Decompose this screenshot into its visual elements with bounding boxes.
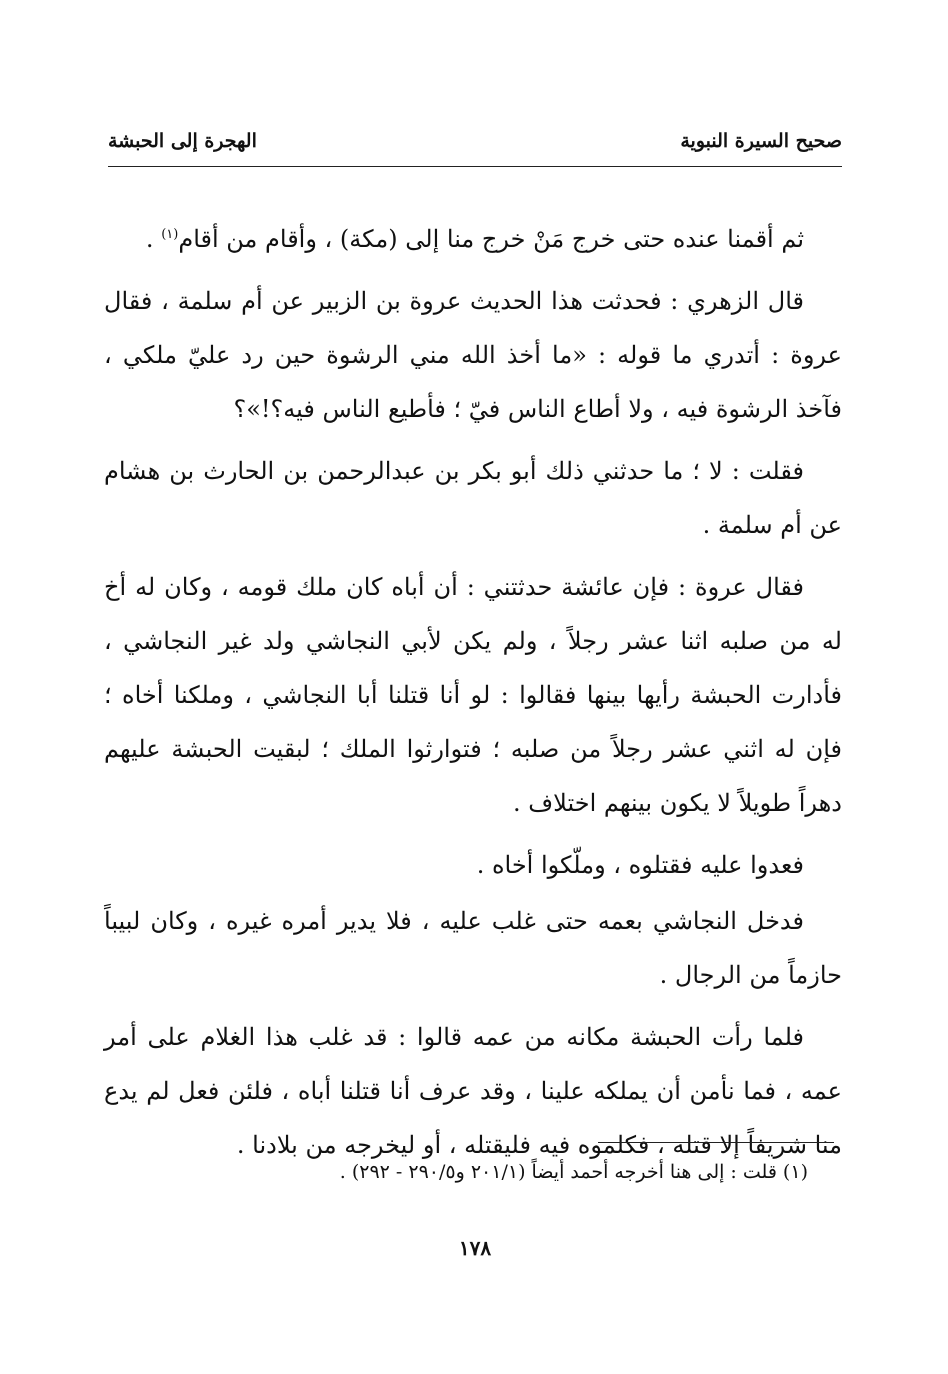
footnote-marker: (١) bbox=[161, 227, 179, 242]
chapter-title: الهجرة إلى الحبشة bbox=[108, 130, 257, 152]
paragraph-6: فدخل النجاشي بعمه حتى غلب عليه ، فلا يدير أمره غيره ، وكان لبيباً حازماً من الرجال . bbox=[104, 907, 842, 989]
body-text bbox=[104, 212, 842, 1180]
paragraph-4: فقال عروة : فإن عائشة حدثتني : أن أباه كان ملك قومه ، وكان له أخ له من صلبه اثنا عشر رجلاً ، ولم يكن لأبي النجاشي ولد غير النجاشي ، فأدارت الحبشة رأيها بينها فقالوا : لو أنا قتلنا أبا النجاشي ، وملكنا أخاه ؛ فإن له اثني عشر رجلاً من صلبه ؛ فتوارثوا الملك ؛ لبقيت الحبشة عليهم دهراً طويلاً لا يكون بينهم اختلاف . bbox=[104, 573, 842, 817]
running-header bbox=[108, 126, 842, 160]
page-number: ١٧٨ bbox=[458, 1236, 492, 1260]
paragraph-5: فعدوا عليه فقتلوه ، وملّكوا أخاه . bbox=[476, 851, 804, 879]
paragraph-3: فقلت : لا ؛ ما حدثني ذلك أبو بكر بن عبدالرحمن بن الحارث بن هشام عن أم سلمة . bbox=[104, 457, 842, 539]
footnote-divider bbox=[598, 1142, 834, 1143]
paragraph-1 bbox=[104, 212, 842, 266]
paragraph-tail: . bbox=[145, 225, 162, 253]
paragraph-text: ثم أقمنا عنده حتى خرج مَنْ خرج منا إلى (مكة) ، وأقام من أقام bbox=[178, 225, 804, 253]
book-title: صحيح السيرة النبوية bbox=[680, 130, 842, 152]
paragraph-7: فلما رأت الحبشة مكانه من عمه قالوا : قد غلب هذا الغلام على أمر عمه ، فما نأمن أن يملكه علينا ، وقد عرف أنا قتلنا أباه ، فلئن فعل لم يدع منا شريفاً إلا قتله ، فكلموه فيه فليقتله ، أو ليخرجه من بلادنا . bbox=[104, 1023, 842, 1159]
header-divider bbox=[108, 166, 842, 167]
paragraph-2: قال الزهري : فحدثت هذا الحديث عروة بن الزبير عن أم سلمة ، فقال عروة : أتدري ما قوله : «ما أخذ الله مني الرشوة حين رد عليّ ملكي ، فآخذ الرشوة فيه ، ولا أطاع الناس فيّ ؛ فأطيع الناس فيه؟!»؟ bbox=[104, 287, 842, 423]
footnote: (١) قلت : إلى هنا أخرجه أحمد أيضاً (٢٠١/١ و٢٩٠/٥ - ٢٩٢) . bbox=[339, 1161, 808, 1183]
